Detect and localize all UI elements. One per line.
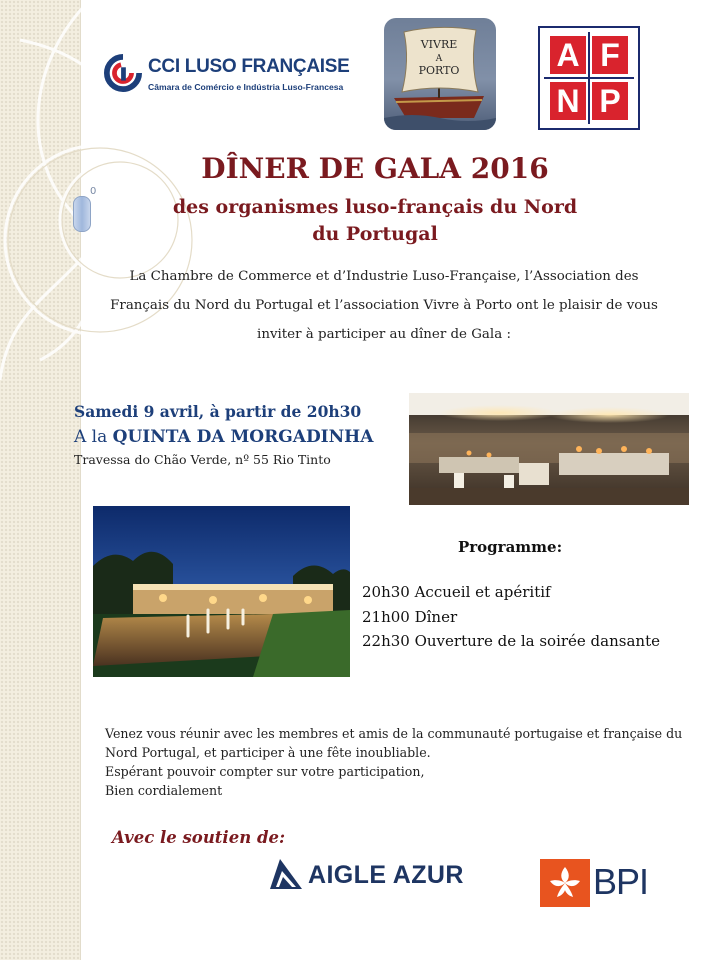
bpi-flower-icon: [540, 859, 590, 907]
vivre-line3: PORTO: [418, 64, 460, 77]
page-subtitle: des organismes luso-français du Nord du Portugal: [172, 196, 578, 245]
venue-exterior-photo: [93, 506, 350, 677]
venue-prefix: A la: [74, 427, 113, 447]
pin-label: 0: [90, 186, 97, 197]
banquet-hall-photo: [409, 393, 689, 505]
afnp-logo: [538, 26, 640, 130]
cci-swirl-icon: [104, 54, 142, 92]
page-title: DÎNER DE GALA 2016: [201, 152, 549, 185]
aigle-azur-wing-icon: [268, 857, 304, 891]
event-address: Travessa do Chão Verde, nº 55 Rio Tinto: [74, 452, 331, 467]
afnp-divider-horizontal: [544, 77, 634, 79]
vivre-a-porto-logo: [384, 18, 496, 130]
afnp-letter-p: P: [592, 82, 628, 120]
cci-logo: [104, 52, 354, 102]
closing-line: Bien cordialement: [105, 783, 223, 798]
event-date: Samedi 9 avril, à partir de 20h30: [74, 402, 362, 421]
cci-title: CCI LUSO FRANÇAISE: [148, 56, 350, 77]
aigle-azur-logo: [268, 854, 468, 894]
event-venue: [74, 427, 373, 447]
programme-title: Programme:: [458, 538, 563, 556]
afnp-letter-a: A: [550, 36, 586, 74]
programme-list: [362, 580, 660, 654]
vivre-line2: A: [435, 54, 443, 64]
intro-paragraph: La Chambre de Commerce et d’Industrie Luso-Française, l’Association des Français du Nord du Portugal et l’association Vivre à Porto ont le plaisir de vous inviter à participer au dîner de Gala :: [110, 269, 658, 342]
support-label: Avec le soutien de:: [112, 828, 286, 847]
vivre-line1: VIVRE: [420, 38, 458, 51]
afnp-letter-f: F: [592, 36, 628, 74]
closing-line: Nord Portugal, et participer à une fête inoubliable.: [105, 745, 431, 760]
programme-item: 22h30 Ouverture de la soirée dansante: [362, 632, 660, 650]
bpi-logo: [540, 857, 660, 909]
decorative-pin: [73, 196, 91, 232]
closing-line: Venez vous réunir avec les membres et amis de la communauté portugaise et française du: [105, 726, 683, 741]
closing-line: Espérant pouvoir compter sur votre participation,: [105, 764, 425, 779]
bpi-text: BPI: [593, 861, 649, 902]
closing-paragraph: [105, 724, 683, 800]
cci-subtitle: Câmara de Comércio e Indústria Luso-Francesa: [148, 82, 344, 92]
sailboat-icon: [384, 18, 496, 130]
programme-item: 20h30 Accueil et apéritif: [362, 583, 551, 601]
aigle-azur-text: AIGLE AZUR: [308, 861, 464, 889]
afnp-letter-n: N: [550, 82, 586, 120]
venue-name: QUINTA DA MORGADINHA: [112, 427, 374, 447]
programme-item: 21h00 Dîner: [362, 607, 458, 626]
